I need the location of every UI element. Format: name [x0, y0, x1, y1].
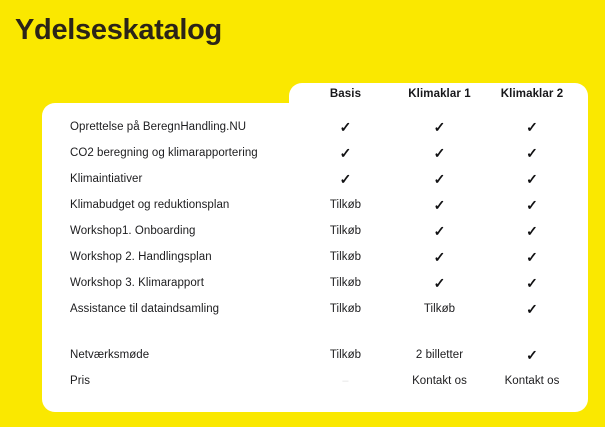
spacer-cell [486, 322, 578, 342]
cell-text: Tilkøb [329, 225, 362, 237]
table-row [60, 140, 578, 166]
pricing-table-head [60, 88, 578, 114]
cell-text: Tilkøb [329, 251, 362, 263]
table-cell-feature: Klimabudget og reduktionsplan [70, 199, 230, 211]
column-header-klimaklar-2: Klimaklar 2 [500, 88, 564, 100]
check-icon: ✓ [526, 248, 538, 265]
check-icon: ✓ [526, 222, 538, 239]
table-cell-feature: Workshop 3. Klimarapport [70, 277, 204, 289]
cell-text: Kontakt os [412, 375, 467, 387]
table-row [60, 342, 578, 368]
table-cell-k2 [486, 244, 578, 270]
cell-text: Tilkøb [329, 199, 362, 211]
table-row [60, 192, 578, 218]
table-row [60, 114, 578, 140]
table-cell-basis [298, 192, 393, 218]
table-cell-k1 [393, 270, 486, 296]
check-icon: ✓ [433, 118, 446, 135]
table-cell-k1 [393, 244, 486, 270]
table-header-row [60, 88, 578, 114]
table-cell-k1 [393, 342, 486, 368]
dash-icon: – [342, 375, 349, 387]
table-cell-basis [298, 342, 393, 368]
table-row [60, 270, 578, 296]
check-icon: ✓ [433, 196, 446, 213]
table-cell-k1 [393, 368, 486, 394]
table-cell-k2 [486, 368, 578, 394]
table-spacer-row [60, 322, 578, 342]
table-cell-basis [298, 166, 393, 192]
table-row [60, 244, 578, 270]
cell-text: Tilkøb [329, 303, 362, 315]
table-row [60, 368, 578, 394]
cell-text: Kontakt os [504, 375, 560, 387]
table-cell-feature: Workshop 2. Handlingsplan [70, 251, 212, 263]
table-cell-k1 [393, 192, 486, 218]
check-icon: ✓ [433, 222, 446, 239]
table-cell-k2 [486, 192, 578, 218]
spacer-cell [393, 322, 486, 342]
check-icon: ✓ [526, 118, 538, 135]
pricing-table-body [60, 114, 578, 394]
table-cell-k1 [393, 296, 486, 322]
table-cell-k1 [393, 140, 486, 166]
check-icon: ✓ [526, 170, 538, 187]
table-cell-basis [298, 270, 393, 296]
table-cell-basis [298, 368, 393, 394]
table-cell-feature: Netværksmøde [70, 349, 150, 361]
table-cell-feature: Assistance til dataindsamling [70, 303, 220, 315]
table-cell-k1 [393, 114, 486, 140]
table-cell-feature: Pris [70, 375, 91, 387]
check-icon: ✓ [433, 248, 446, 265]
spacer-cell [298, 322, 393, 342]
check-icon: ✓ [526, 144, 538, 161]
column-header-basis: Basis [329, 88, 362, 100]
cell-text: Tilkøb [423, 303, 456, 315]
cell-text: Tilkøb [329, 277, 362, 289]
column-header-klimaklar-1: Klimaklar 1 [408, 88, 471, 100]
table-cell-k1 [393, 166, 486, 192]
table-cell-k2 [486, 166, 578, 192]
table-cell-k2 [486, 140, 578, 166]
table-cell-k2 [486, 296, 578, 322]
spacer-cell [60, 322, 298, 342]
check-icon: ✓ [526, 300, 538, 317]
table-row [60, 166, 578, 192]
check-icon: ✓ [339, 118, 352, 135]
table-cell-feature: Oprettelse på BeregnHandling.NU [70, 121, 247, 133]
cell-text: Tilkøb [329, 349, 362, 361]
column-header-feature [60, 88, 298, 114]
table-cell-basis [298, 244, 393, 270]
check-icon: ✓ [433, 170, 446, 187]
table-row [60, 296, 578, 322]
check-icon: ✓ [433, 144, 446, 161]
page-title: Ydelseskatalog [15, 14, 222, 46]
check-icon: ✓ [526, 346, 538, 363]
table-cell-k2 [486, 114, 578, 140]
check-icon: ✓ [526, 196, 538, 213]
check-icon: ✓ [433, 274, 446, 291]
table-cell-basis [298, 114, 393, 140]
table-cell-feature: Klimaintiativer [70, 173, 143, 185]
table-cell-basis [298, 296, 393, 322]
cell-text: 2 billetter [415, 349, 464, 361]
check-icon: ✓ [339, 170, 352, 187]
table-row [60, 218, 578, 244]
table-cell-basis [298, 218, 393, 244]
check-icon: ✓ [339, 144, 352, 161]
table-cell-k2 [486, 342, 578, 368]
table-cell-feature: Workshop1. Onboarding [70, 225, 196, 237]
table-cell-k1 [393, 218, 486, 244]
table-cell-feature: CO2 beregning og klimarapportering [70, 147, 258, 159]
pricing-table [60, 88, 578, 394]
table-cell-k2 [486, 270, 578, 296]
table-cell-basis [298, 140, 393, 166]
table-cell-k2 [486, 218, 578, 244]
check-icon: ✓ [526, 274, 538, 291]
